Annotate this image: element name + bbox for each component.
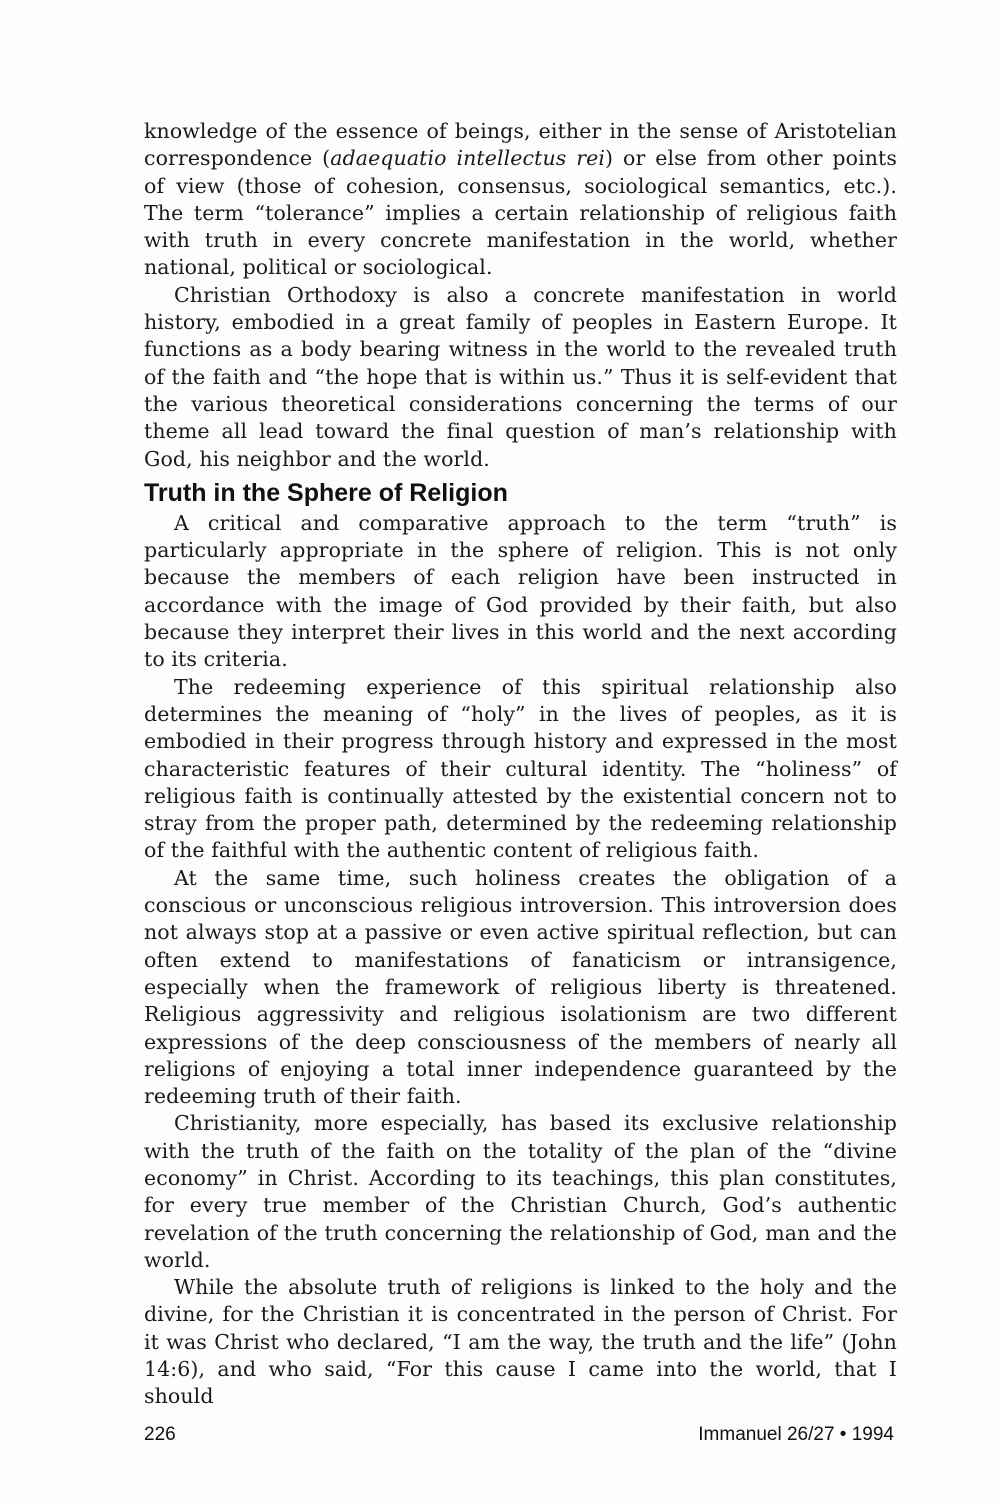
latin-phrase: adaequatio intellectus rei (330, 146, 606, 171)
page-number: 226 (144, 1424, 176, 1445)
paragraph-4: The redeeming experience of this spiritual relationship also determines the meaning of “holy” in the lives of peoples, as it is embodied in their progress through history and expressed in the most characteristic features of their cultural identity. The “holiness” of religious faith is continually attested by the existential concern not to stray from the proper path, determined by the redeeming relationship of the faithful with the authentic content of religious faith. (144, 674, 897, 863)
section-heading: Truth in the Sphere of Religion (144, 478, 508, 507)
paragraph-6: Christianity, more especially, has based its exclusive relationship with the truth of the faith on the totality of the plan of the “divine economy” in Christ. According to its teachings, this plan constitutes, for every true member of the Christian Church, God’s authentic revelation of the truth concerning the relationship of God, man and the world. (144, 1111, 897, 1272)
paragraph-1-text-a: knowledge of the essence of beings, either in the sense of Aristotelian correspondence ( (144, 119, 897, 171)
paragraph-5: At the same time, such holiness creates the obligation of a conscious or unconscious religious introversion. This introversion does not always stop at a passive or even active spiritual reflection, but can often extend to manifestations of fanaticism or intransigence, especially when the framework of religious liberty is threatened. Religious aggressivity and religious isolationism are two different expressions of the deep consciousness of the members of nearly all religions of enjoying a total inner independence guaranteed by the redeeming truth of their faith. (144, 865, 897, 1109)
page-body (144, 118, 897, 1411)
journal-citation: Immanuel 26/27 • 1994 (698, 1424, 894, 1445)
paragraph-2: Christian Orthodoxy is also a concrete manifestation in world history, embodied in a great family of peoples in Eastern Europe. It functions as a body bearing witness in the world to the revealed truth of the faith and “the hope that is within us.” Thus it is self-evident that the various theoretical considerations concerning the terms of our theme all lead toward the final question of man’s relationship with God, his neighbor and the world. (144, 282, 897, 471)
paragraph-1-text-b: ) or else from other points of view (those of cohesion, consensus, sociological semantics, etc.). The term “tolerance” implies a certain relationship of religious faith with truth in every concrete manifestation in the world, whether national, political or sociological. (144, 146, 897, 280)
paragraph-7: While the absolute truth of religions is linked to the holy and the divine, for the Christian it is concentrated in the person of Christ. For it was Christ who declared, “I am the way, the truth and the life” (John 14:6), and who said, “For this cause I came into the world, that I should (144, 1275, 897, 1409)
paragraph-3: A critical and comparative approach to the term “truth” is particularly appropriate in the sphere of religion. This is not only because the members of each religion have been instructed in accordance with the image of God provided by their faith, but also because they interpret their lives in this world and the next according to its criteria. (144, 510, 897, 672)
paragraph-1 (144, 118, 897, 282)
